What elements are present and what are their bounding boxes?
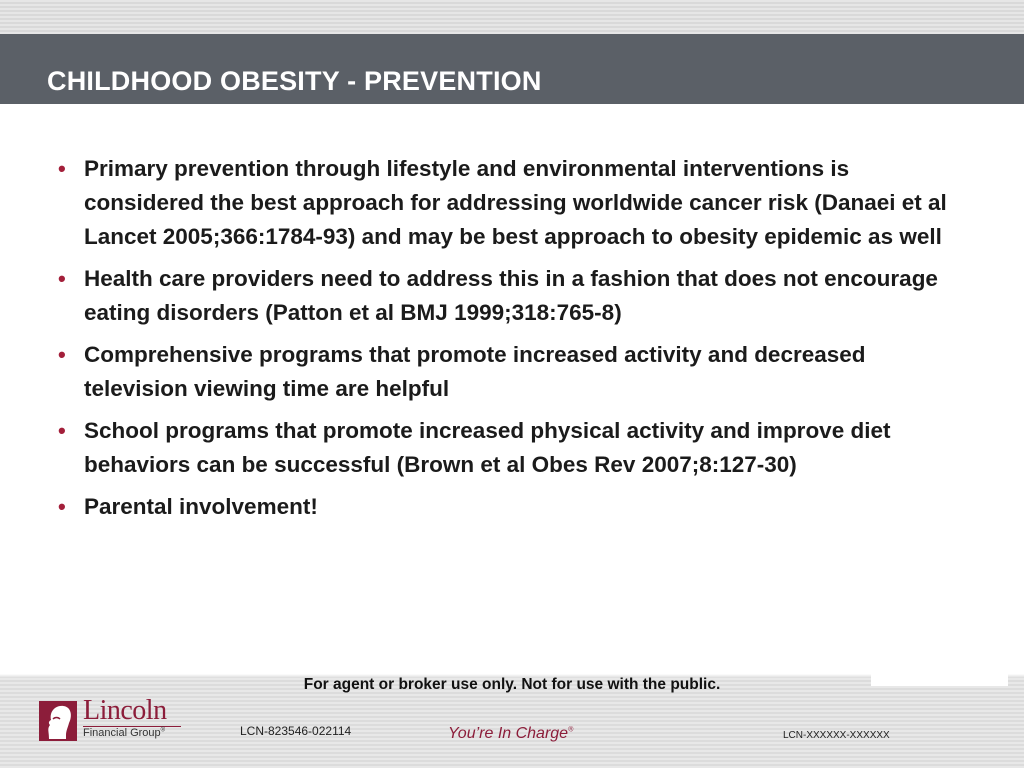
bullet-text: School programs that promote increased physical activity and improve diet behaviors can be successful (Brown et al Obes Rev 2007;8:127-30) [84,418,891,477]
logo-wordmark: Lincoln [83,695,167,726]
bullet-icon: • [58,418,66,443]
lincoln-logo [39,695,189,745]
bullet-item [56,490,956,524]
disclaimer-text: For agent or broker use only. Not for use with the public. [303,676,721,693]
document-code: LCN-823546-022114 [240,724,352,738]
bullet-icon: • [58,494,66,519]
bullet-text: Parental involvement! [84,494,318,519]
bullet-item [56,414,956,482]
bullet-text: Primary prevention through lifestyle and environmental interventions is considered the best approach for addressing worldwide cancer risk (Danaei et al Lancet 2005;366:1784-93) and may be best approach to obesity epidemic as well [84,156,947,249]
bullet-item [56,262,956,330]
bullet-icon: • [58,156,66,181]
bullet-item [56,338,956,406]
brand-tagline: You’re In Charge® [448,725,574,742]
placeholder-code: LCN-XXXXXX-XXXXXX [783,730,890,741]
bullet-text: Health care providers need to address this in a fashion that does not encourage eating disorders (Patton et al BMJ 1999;318:765-8) [84,266,938,325]
bullet-item [56,152,956,254]
slide-title: CHILDHOOD OBESITY - PREVENTION [47,66,542,96]
bullet-icon: • [58,266,66,291]
bullet-icon: • [58,342,66,367]
bullet-list [56,152,956,532]
bullet-text: Comprehensive programs that promote increased activity and decreased television viewing time are helpful [84,342,866,401]
top-texture-band [0,0,1024,34]
footer-white-tab [871,672,1008,686]
lincoln-profile-icon [39,699,79,743]
logo-subtitle: Financial Group® [83,727,166,739]
title-bar [0,34,1024,104]
